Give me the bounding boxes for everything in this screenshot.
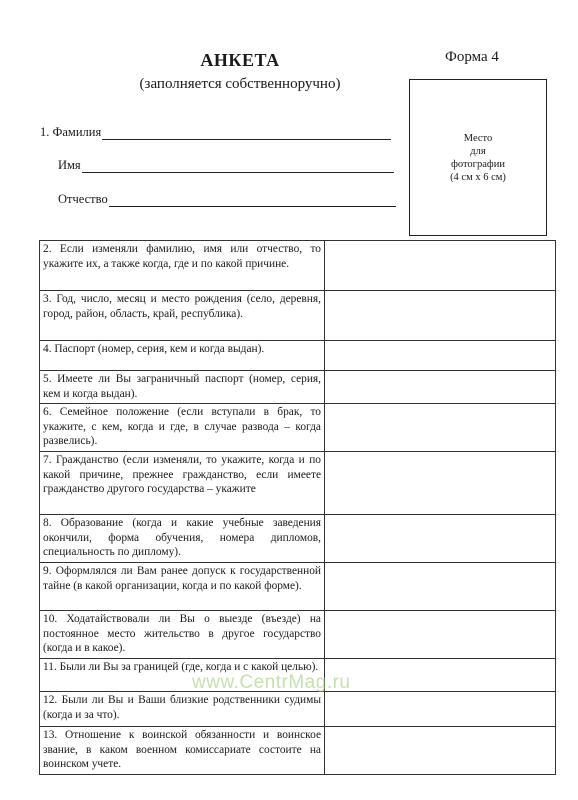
surname-label: 1. Фамилия xyxy=(40,125,102,139)
answer-cell[interactable] xyxy=(325,727,556,775)
first-name-field[interactable] xyxy=(58,158,394,173)
question-cell: 6. Семейное положение (если вступали в брак, то укажите, с кем, когда и где, в случае развода – когда развелись). xyxy=(40,404,325,452)
page-subtitle: (заполняется собственноручно) xyxy=(139,76,341,92)
table-row xyxy=(40,659,556,692)
answer-cell[interactable] xyxy=(325,241,556,291)
table-row xyxy=(40,452,556,515)
patronymic-input-line[interactable] xyxy=(109,194,396,207)
first-name-label: Имя xyxy=(58,158,81,172)
table-row xyxy=(40,404,556,452)
page-title: АНКЕТА xyxy=(200,50,280,70)
question-cell: 4. Паспорт (номер, серия, кем и когда выдан). xyxy=(40,341,325,371)
question-cell: 3. Год, число, месяц и место рождения (село, деревня, город, район, область, край, республика). xyxy=(40,291,325,341)
photo-caption-line: для xyxy=(470,145,486,157)
question-cell: 10. Ходатайствовали ли Вы о выезде (въезде) на постоянное место жительство в другое государство (когда и в какое). xyxy=(40,611,325,659)
table-row xyxy=(40,515,556,563)
question-cell: 9. Оформлялся ли Вам ранее допуск к государственной тайне (в какой организации, когда и по какой форме). xyxy=(40,563,325,611)
question-cell: 8. Образование (когда и какие учебные заведения окончили, форма обучения, номера дипломов, специальность по диплому). xyxy=(40,515,325,563)
photo-caption-line: фотографии xyxy=(451,158,505,170)
question-cell: 5. Имеете ли Вы заграничный паспорт (номер, серия, кем и когда выдан). xyxy=(40,371,325,404)
table-row xyxy=(40,371,556,404)
table-row xyxy=(40,291,556,341)
table-row xyxy=(40,341,556,371)
answer-cell[interactable] xyxy=(325,371,556,404)
answer-cell[interactable] xyxy=(325,611,556,659)
answer-cell[interactable] xyxy=(325,692,556,727)
answer-cell[interactable] xyxy=(325,515,556,563)
watermark: www.CentrMag.ru xyxy=(192,672,351,693)
table-row xyxy=(40,727,556,775)
answer-cell[interactable] xyxy=(325,659,556,692)
surname-input-line[interactable] xyxy=(102,127,391,140)
question-cell: 7. Гражданство (если изменяли, то укажите, когда и по какой причине, прежнее гражданство, если имеете гражданство другого государства – укажите xyxy=(40,452,325,515)
question-cell: 11. Были ли Вы за границей (где, когда и с какой целью). xyxy=(40,659,325,692)
answer-cell[interactable] xyxy=(325,404,556,452)
photo-placeholder xyxy=(409,79,547,236)
photo-caption-line: (4 см х 6 см) xyxy=(450,171,506,183)
question-cell: 12. Были ли Вы и Ваши близкие родственники судимы (когда и за что). xyxy=(40,692,325,727)
answer-cell[interactable] xyxy=(325,452,556,515)
table-row xyxy=(40,563,556,611)
answer-cell[interactable] xyxy=(325,341,556,371)
table-row xyxy=(40,241,556,291)
table-row xyxy=(40,692,556,727)
patronymic-label: Отчество xyxy=(58,192,108,206)
question-cell: 2. Если изменяли фамилию, имя или отчество, то укажите их, а также когда, где и по какой причине. xyxy=(40,241,325,291)
answer-cell[interactable] xyxy=(325,563,556,611)
surname-field[interactable] xyxy=(40,125,391,140)
form-number: Форма 4 xyxy=(445,49,499,65)
first-name-input-line[interactable] xyxy=(82,160,394,173)
answer-cell[interactable] xyxy=(325,291,556,341)
question-cell: 13. Отношение к воинской обязанности и воинское звание, в каком военном комиссариате состоите на воинском учете. xyxy=(40,727,325,775)
photo-caption-line: Место xyxy=(463,132,493,144)
questions-table xyxy=(39,240,556,775)
patronymic-field[interactable] xyxy=(58,192,396,207)
table-row xyxy=(40,611,556,659)
